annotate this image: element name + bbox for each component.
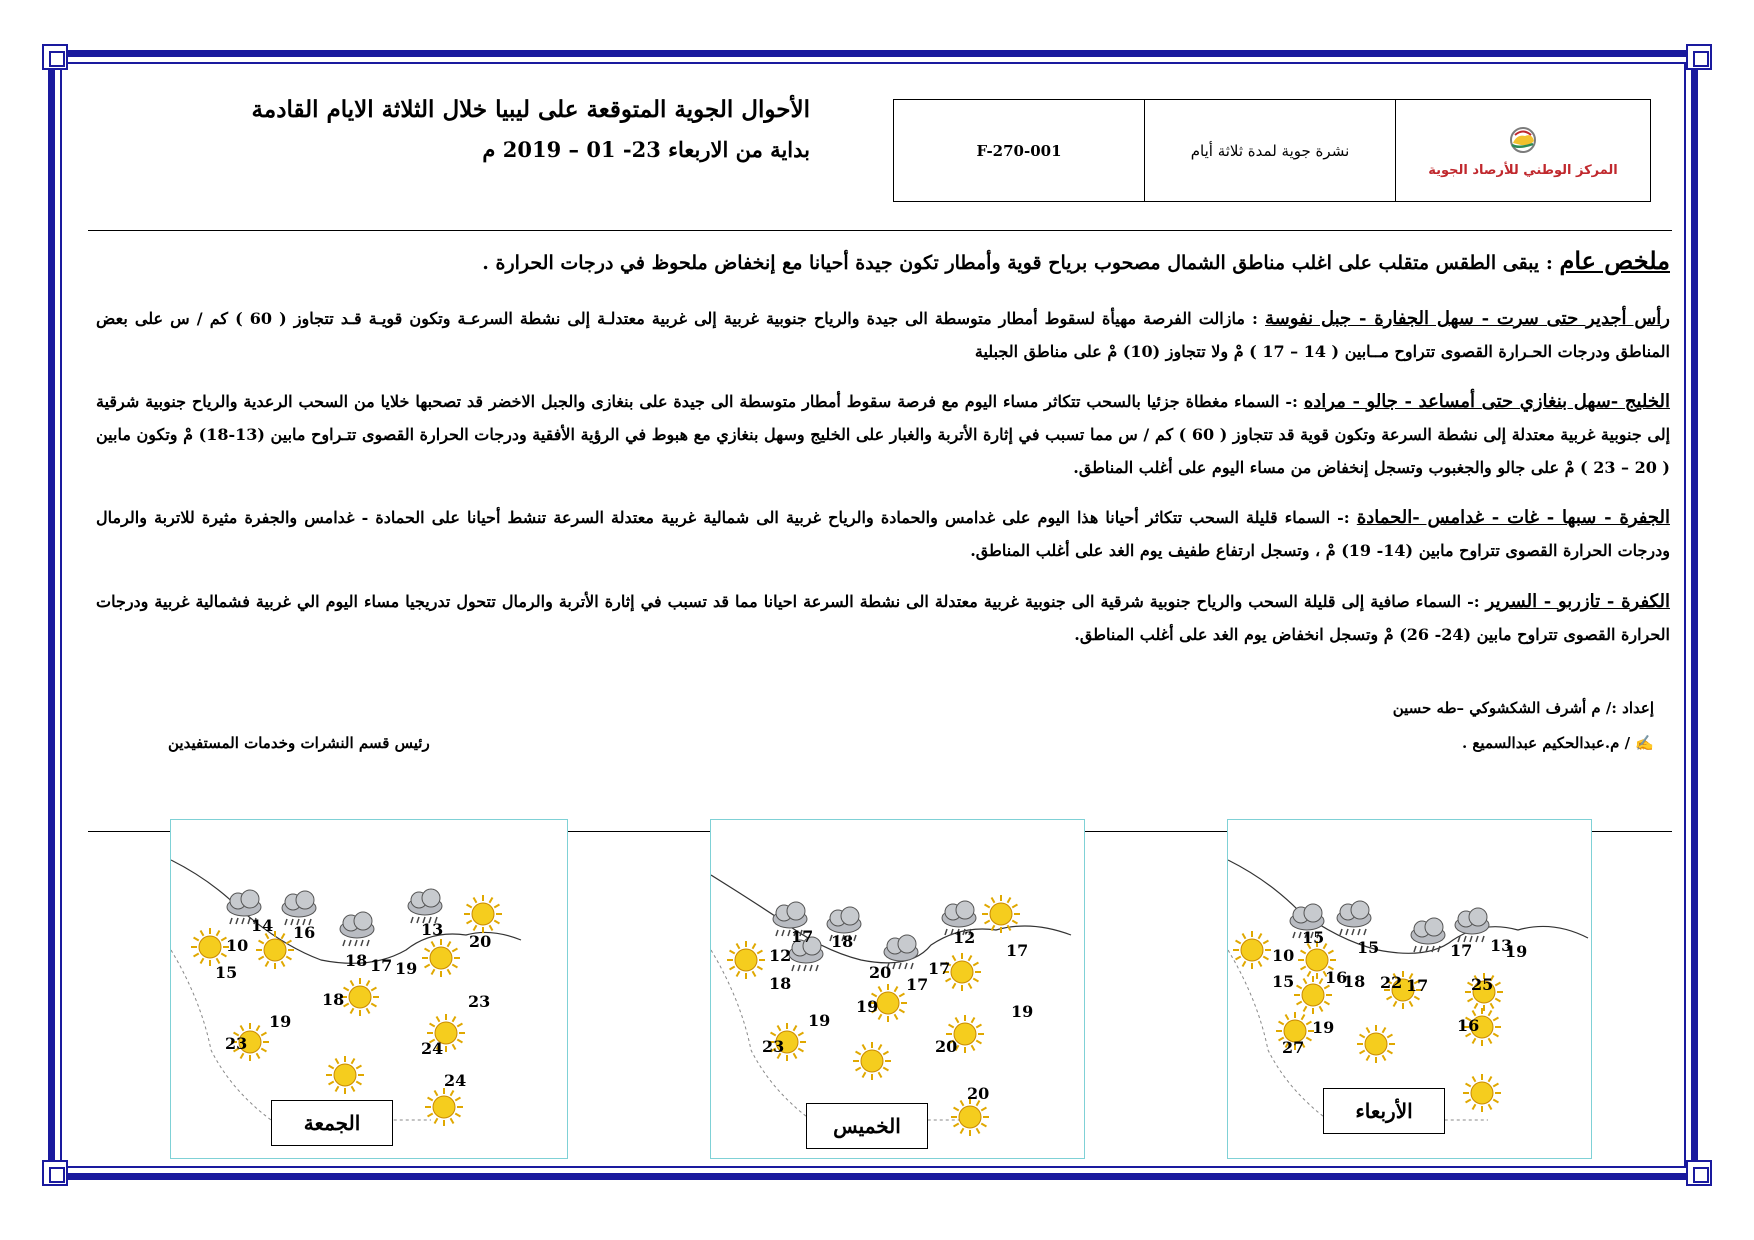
temperature-label: 25 — [1471, 975, 1494, 994]
temperature-label: 17 — [1006, 941, 1029, 960]
sun-icon — [256, 931, 294, 969]
temperature-label: 17 — [1406, 976, 1429, 995]
prepared-by: إعداد :/ م أشرف الشكشوكي –طه حسين — [1392, 699, 1654, 717]
day-label-friday: الجمعة — [271, 1100, 393, 1146]
temperature-label: 18 — [769, 974, 792, 993]
cloud-rain-icon — [408, 889, 442, 923]
sun-icon — [341, 978, 379, 1016]
page-title: الأحوال الجوية المتوقعة على ليبيا خلال الثلاثة الايام القادمة — [251, 96, 810, 123]
cloud-rain-icon — [340, 912, 374, 946]
temperature-label: 15 — [1302, 928, 1325, 947]
temperature-label: 14 — [251, 916, 274, 935]
temperature-label: 16 — [293, 923, 316, 942]
temperature-label: 12 — [953, 928, 976, 947]
temperature-label: 17 — [928, 959, 951, 978]
temperature-label: 12 — [769, 946, 792, 965]
border-line — [171, 950, 431, 1120]
temperature-label: 17 — [791, 927, 814, 946]
day-label-thursday: الخميس — [806, 1103, 928, 1149]
center-cell — [1396, 100, 1650, 201]
temperature-label: 13 — [421, 920, 444, 939]
map-panel-friday — [170, 819, 568, 1159]
cloud-rain-icon — [1455, 908, 1489, 942]
temperature-label: 20 — [869, 963, 892, 982]
temperature-label: 16 — [1457, 1016, 1480, 1035]
temperature-label: 22 — [1380, 973, 1403, 992]
sun-icon — [1233, 931, 1271, 969]
region-block-west — [96, 302, 1670, 368]
temperature-label: 19 — [856, 997, 879, 1016]
sun-icon — [422, 939, 460, 977]
region-name-east: الخليج -سهل بنغازي حتى أمساعد - جالو - مراده — [1303, 391, 1670, 412]
temperature-label: 18 — [345, 951, 368, 970]
temperature-label: 15 — [1357, 938, 1380, 957]
temperature-label: 20 — [967, 1084, 990, 1103]
region-block-south-east — [96, 585, 1670, 651]
temperature-label: 27 — [1282, 1038, 1305, 1057]
title-block — [150, 96, 810, 162]
center-name: المركز الوطني للأرصاد الجوية — [1428, 163, 1618, 178]
temperature-label: 10 — [226, 936, 249, 955]
temperature-label: 20 — [469, 932, 492, 951]
temperature-label: 19 — [269, 1012, 292, 1031]
temperature-label: 23 — [225, 1034, 248, 1053]
temperature-label: 23 — [468, 992, 491, 1011]
header-table — [893, 99, 1651, 202]
temperature-label: 19 — [1505, 942, 1528, 961]
temperature-label: 10 — [1272, 946, 1295, 965]
weather-center-logo-icon — [1499, 123, 1547, 157]
temperature-label: 18 — [322, 990, 345, 1009]
region-name-south-west: الجفرة - سبها - غات - غدامس -الحمادة — [1356, 507, 1670, 528]
temperature-label: 15 — [1272, 972, 1295, 991]
bulletin-type: نشرة جوية لمدة ثلاثة أيام — [1190, 141, 1350, 160]
sun-icon — [982, 895, 1020, 933]
approved-by-title: رئيس قسم النشرات وخدمات المستفيدين — [168, 734, 430, 752]
approved-by-name: / م.عبدالحكيم عبدالسميع . — [1461, 734, 1631, 752]
temperature-label: 17 — [1450, 941, 1473, 960]
temperature-label: 17 — [370, 956, 393, 975]
temperature-label: 23 — [762, 1037, 785, 1056]
sun-icon — [853, 1042, 891, 1080]
region-name-west: رأس أجدير حتى سرت - سهل الجفارة - جبل نفوسة — [1265, 308, 1670, 329]
cloud-rain-icon — [1411, 918, 1445, 952]
region-text-south-west: :- السماء قليلة السحب تتكاثر أحيانا هذا اليوم على غدامس والحمادة والرياح غربية الى شمالية غربية معتدلة السرعة تنشط أحيانا على الحمادة - غدامس والجفرة مثيرة للاتربة والرمال ودرجات الحرارة القصوى تتراوح مابين (14- 19) مْ ، وتسجل ارتفاع طفيف يوم الغد على أغلب المناطق. — [96, 508, 1670, 560]
bulletin-type-cell — [1145, 100, 1396, 201]
sun-icon — [727, 941, 765, 979]
temperature-label: 24 — [421, 1039, 444, 1058]
map-graphics — [1228, 860, 1588, 1120]
approved-by — [1462, 734, 1654, 752]
frame-corner-top-left — [42, 44, 68, 70]
map-panel-wednesday — [1227, 819, 1592, 1159]
map-panel-thursday — [710, 819, 1085, 1159]
sun-icon — [1463, 1074, 1501, 1112]
map-graphics — [171, 860, 521, 1126]
cloud-rain-icon — [282, 891, 316, 925]
summary-label: ملخص عام — [1559, 246, 1670, 275]
region-text-west: : مازالت الفرصة مهيأة لسقوط أمطار متوسطة الى جيدة والرياح جنوبية غربية إلى غربية معتدلـة إلى نشطة السرعـة وتكون قويـة قـد تتجاوز ( 60 ) كم / س على بعض المناطق ودرجات الحـرارة القصوى تتراوح مــابين ( 14 – 17 ) مْ ولا تتجاوز (10) مْ على مناطق الجبلية — [96, 309, 1670, 361]
region-text-east: :- السماء مغطاة جزئيا بالسحب تتكاثر مساء اليوم مع فرصة سقوط أمطار متوسطة الى جيدة على بنغازى والجبل الاخضر قد تصحبها خلايا من السحب الرعدية والرياح جنوبية شرقية إلى جنوبية غربية معتدلة إلى نشطة السرعة وتكون قوية قد تتجاوز ( 60 ) كم / س مما تسبب في إثارة الأتربة والغبار على الخليج وسهل بنغازي مع هبوط في الرؤية الأفقية ودرجات الحرارة القصوى تتـراوح مابين (13-18) مْ وتكون مابين ( 20 – 23 ) مْ على جالو والجغبوب وتسجل إنخفاض من مساء اليوم على أغلب المناطق. — [96, 392, 1671, 477]
temperature-label: 19 — [1011, 1002, 1034, 1021]
cloud-rain-icon — [1337, 901, 1371, 935]
sun-icon — [326, 1056, 364, 1094]
sun-icon — [464, 895, 502, 933]
region-block-south-west — [96, 501, 1670, 567]
general-summary — [96, 244, 1670, 280]
coastline — [1228, 860, 1588, 953]
temperature-label: 18 — [831, 932, 854, 951]
sun-icon — [951, 1098, 989, 1136]
temperature-label: 13 — [1490, 936, 1513, 955]
day-label-wednesday: الأربعاء — [1323, 1088, 1445, 1134]
top-divider — [88, 230, 1672, 231]
region-text-south-east: :- السماء صافية إلى قليلة السحب والرياح جنوبية شرقية الى جنوبية غربية معتدلة الى نشطة السرعة احيانا مما قد تسبب في إثارة الأتربة والرمال تتحول تدريجيا مساء اليوم الي غربية فشمالية غربية ودرجات الحرارة القصوى تتراوح مابين (24- 26) مْ وتسجل انخفاض يوم الغد على أغلب المناطق. — [96, 592, 1670, 644]
frame-corner-bottom-left — [42, 1160, 68, 1186]
temperature-label: 16 — [1325, 968, 1348, 987]
sun-icon — [1357, 1025, 1395, 1063]
page-subtitle: بداية من الاربعاء 23- 01 – 2019 م — [482, 137, 810, 162]
pen-icon: ✍ — [1635, 734, 1654, 752]
map-graphics — [711, 875, 1071, 1136]
temperature-label: 19 — [808, 1011, 831, 1030]
form-code: F-270-001 — [976, 141, 1062, 160]
temperature-label: 18 — [1343, 972, 1366, 991]
region-name-south-east: الكفرة - تازربو - السرير — [1485, 591, 1670, 612]
temperature-label: 24 — [444, 1071, 467, 1090]
region-block-east — [96, 385, 1670, 484]
sun-icon — [191, 928, 229, 966]
temperature-label: 19 — [1312, 1018, 1335, 1037]
form-code-cell — [894, 100, 1145, 201]
summary-text: : يبقى الطقس متقلب على اغلب مناطق الشمال مصحوب برياح قوية وأمطار تكون جيدة أحيانا مع إنخفاض ملحوظ في درجات الحرارة . — [482, 252, 1553, 274]
frame-corner-bottom-right — [1686, 1160, 1712, 1186]
temperature-label: 15 — [215, 963, 238, 982]
temperature-label: 19 — [395, 959, 418, 978]
temperature-label: 17 — [906, 975, 929, 994]
frame-corner-top-right — [1686, 44, 1712, 70]
temperature-label: 20 — [935, 1037, 958, 1056]
